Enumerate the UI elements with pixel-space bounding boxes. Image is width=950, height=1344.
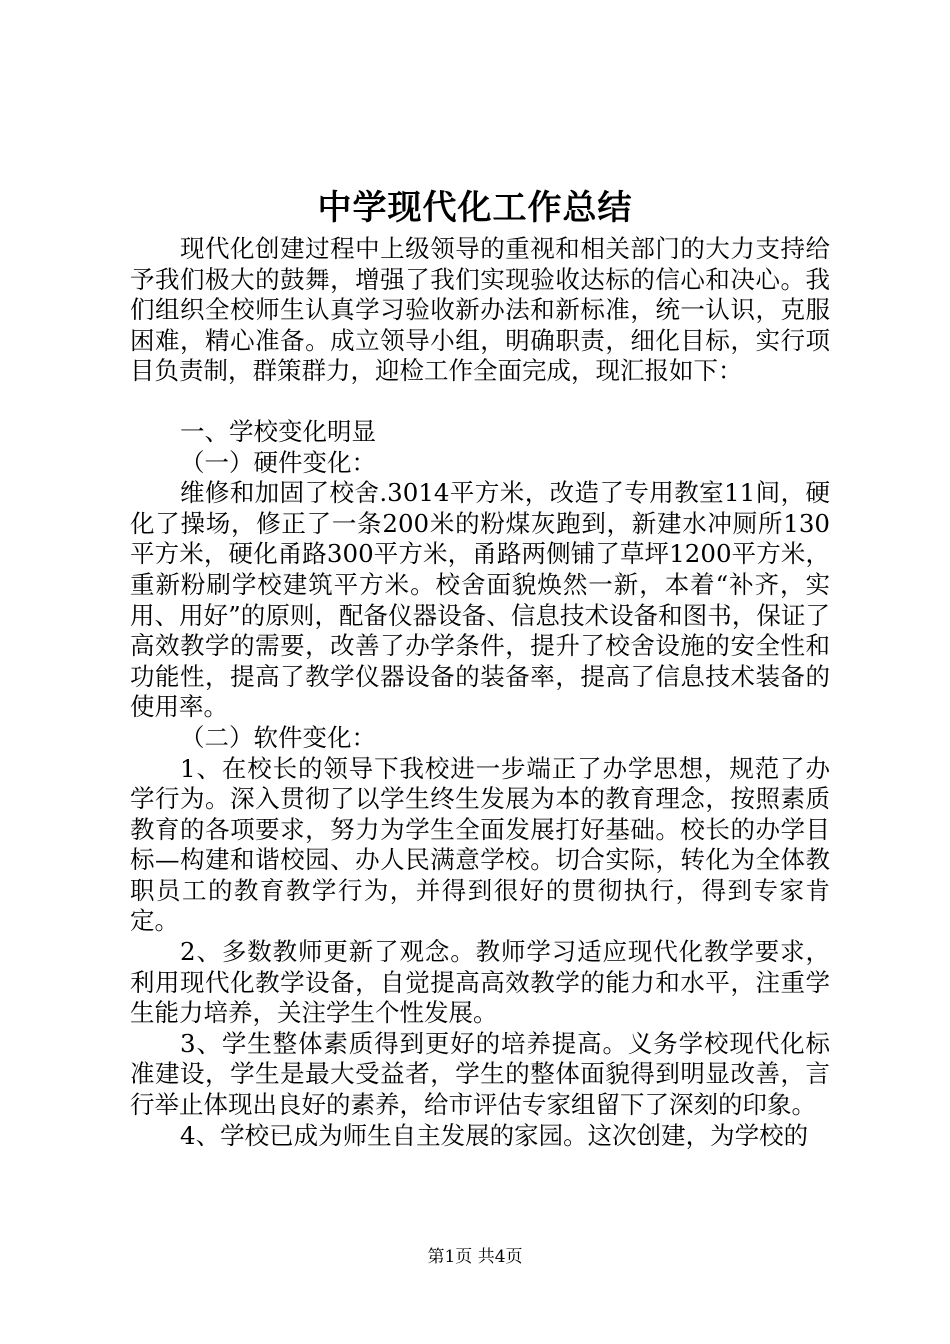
section-heading: 一、学校变化明显: [180, 416, 376, 446]
paragraph-item-3: 3、学生整体素质得到更好的培养提高。义务学校现代化标准建设，学生是最大受益者，学生的整体面貌得到明显改善，言行举止体现出良好的素养，给市评估专家组留下了深刻的印象。: [130, 1028, 830, 1120]
paragraph-item-1: 1、在校长的领导下我校进一步端正了办学思想，规范了办学行为。深入贯彻了以学生终生发展为本的教育理念，按照素质教育的各项要求，努力为学生全面发展打好基础。校长的办学目标—构建和谐校园、办人民满意学校。切合实际，转化为全体教职员工的教育教学行为，并得到很好的贯彻执行，得到专家肯定。: [130, 753, 830, 936]
subsection-heading-hardware: （一）硬件变化：: [180, 447, 376, 477]
paragraph-hardware: 维修和加固了校舍.3014平方米，改造了专用教室11间，硬化了操场，修正了一条200米的粉煤灰跑到，新建水冲厕所130平方米，硬化甬路300平方米，甬路两侧铺了草坪1200平方米，重新粉刷学校建筑平方米。校舍面貌焕然一新，本着“补齐，实用、用好”的原则，配备仪器设备、信息技术设备和图书，保证了高效教学的需要，改善了办学条件，提升了校舍设施的安全性和功能性，提高了教学仪器设备的装备率，提高了信息技术装备的使用率。: [130, 478, 830, 722]
page-footer: 第1页 共4页: [427, 1247, 523, 1267]
document-body: [130, 234, 830, 1151]
paragraph-item-2: 2、多数教师更新了观念。教师学习适应现代化教学要求，利用现代化教学设备，自觉提高高效教学的能力和水平，注重学生能力培养，关注学生个性发展。: [130, 937, 830, 1028]
subsection-heading-software: （二）软件变化：: [180, 722, 376, 752]
paragraph-item-4: 4、学校已成为师生自主发展的家园。这次创建，为学校的: [180, 1120, 809, 1150]
paragraph-intro: 现代化创建过程中上级领导的重视和相关部门的大力支持给予我们极大的鼓舞，增强了我们实现验收达标的信心和决心。我们组织全校师生认真学习验收新办法和新标准，统一认识，克服困难，精心准备。成立领导小组，明确职责，细化目标，实行项目负责制，群策群力，迎检工作全面完成，现汇报如下：: [130, 234, 830, 386]
document-title: 中学现代化工作总结: [317, 188, 633, 228]
